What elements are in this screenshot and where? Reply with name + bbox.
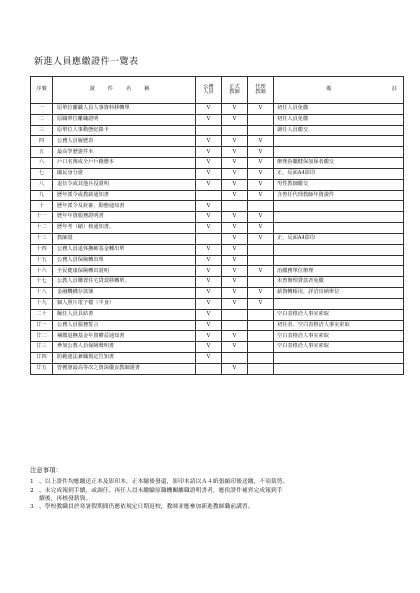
documents-table [30, 76, 404, 375]
table-row [31, 255, 404, 266]
row-number: 十 [31, 201, 53, 212]
substitute-mark: V [248, 266, 274, 277]
formal-mark: V [222, 168, 248, 179]
public-mark: V [196, 201, 222, 212]
document-name: 戶口名簿或全戶戶籍謄本 [53, 158, 196, 169]
row-number: 十七 [31, 277, 53, 288]
public-mark [196, 363, 222, 374]
note-cell [274, 212, 404, 223]
document-name: 補繳退撫基金年資權益通知書 [53, 331, 196, 342]
formal-mark: V [222, 233, 248, 244]
header-formal-line1: 正式 [229, 83, 240, 90]
substitute-mark: V [248, 179, 274, 190]
formal-mark: V [222, 244, 248, 255]
formal-mark [222, 201, 248, 212]
substitute-mark: V [248, 233, 274, 244]
table-row [31, 244, 404, 255]
note-cell: 空白表格洽人事室索取 [274, 342, 404, 353]
formal-mark: V [222, 223, 248, 234]
table-row [31, 125, 404, 136]
formal-mark: V [222, 331, 248, 342]
header-note-char2: 註 [391, 86, 397, 92]
header-public [196, 77, 222, 104]
table-row [31, 320, 404, 331]
substitute-mark: V [248, 104, 274, 115]
row-number: 廿四 [31, 353, 53, 364]
document-name: 防範違法兼職規定告知書 [53, 353, 196, 364]
document-name: 公教人員購置住宅貸款移轉單。 [53, 277, 196, 288]
formal-mark: V [222, 288, 248, 299]
substitute-mark [248, 331, 274, 342]
header-substitute [248, 77, 274, 104]
document-name: 公務人員履歷表 [53, 136, 196, 147]
row-number: 九 [31, 190, 53, 201]
note-cell: 初任人員免繳 [274, 114, 404, 125]
public-mark: V [196, 288, 222, 299]
table-row [31, 147, 404, 158]
note-cell: 初任者、空白表格洽人事室索取 [274, 320, 404, 331]
table-row [31, 114, 404, 125]
public-mark [196, 190, 222, 201]
table-row [31, 212, 404, 223]
table-row [31, 288, 404, 299]
public-mark: V [196, 223, 222, 234]
substitute-mark: V [248, 158, 274, 169]
substitute-mark [248, 320, 274, 331]
notes-heading: 注意事項： [30, 466, 62, 474]
note-cell [274, 244, 404, 255]
formal-mark: V [222, 147, 248, 158]
note-cell: 含曾任代理教師年資證件 [274, 190, 404, 201]
document-name: 原職單位離職證明 [53, 114, 196, 125]
row-number: 十五 [31, 255, 53, 266]
document-name: 曾獲頒最高等次之資深優良教師證書 [53, 363, 196, 374]
header-public-line1: 公務 [203, 83, 214, 90]
row-number: 二十 [31, 309, 53, 320]
row-number: 五 [31, 147, 53, 158]
public-mark [196, 125, 222, 136]
public-mark: V [196, 104, 222, 115]
note-cell: 治繳務單位辦理 [274, 266, 404, 277]
note-cell: 正、反面A4影印 [274, 233, 404, 244]
public-mark: V [196, 244, 222, 255]
formal-mark: V [222, 179, 248, 190]
note-cell [274, 255, 404, 266]
substitute-mark: V [248, 147, 274, 158]
public-mark: V [196, 342, 222, 353]
public-mark: V [196, 158, 222, 169]
table-row [31, 277, 404, 288]
note-cell: 薪資轉帳用，詳洽出納單位 [274, 288, 404, 299]
public-mark: V [196, 147, 222, 158]
public-mark: V [196, 298, 222, 309]
public-mark: V [196, 309, 222, 320]
public-mark: V [196, 136, 222, 147]
substitute-mark [248, 309, 274, 320]
notes-section [30, 466, 402, 512]
header-no: 序號 [31, 77, 53, 104]
note-cell [274, 298, 404, 309]
header-note-char1: 備 [326, 86, 332, 92]
table-row [31, 233, 404, 244]
document-name: 公務人員保險轉出單 [53, 255, 196, 266]
row-number: 二 [31, 114, 53, 125]
formal-mark: V [222, 136, 248, 147]
note-cell [274, 223, 404, 234]
document-name: 歷年年資服務證明書 [53, 212, 196, 223]
table-row [31, 168, 404, 179]
substitute-mark [248, 353, 274, 364]
substitute-mark [248, 201, 274, 212]
note-cell: 男性教師繳交 [274, 179, 404, 190]
public-mark: V [196, 277, 222, 288]
formal-mark: V [222, 342, 248, 353]
row-number: 八 [31, 179, 53, 190]
header-name: 證件名稱 [53, 77, 196, 104]
table-row [31, 223, 404, 234]
substitute-mark [248, 114, 274, 125]
row-number: 十三 [31, 233, 53, 244]
note-number: 3 [30, 504, 34, 511]
note-cell: 辦理眷屬健保加保者繳交 [274, 158, 404, 169]
note-item-2 [30, 487, 402, 495]
header-formal-line2: 教師 [229, 89, 240, 95]
public-mark: V [196, 353, 222, 364]
document-name: 擬任人員具結書 [53, 309, 196, 320]
substitute-mark: V [248, 136, 274, 147]
row-number: 廿一 [31, 320, 53, 331]
note-text: 、以上證件均應繳送正本及影印本，正本驗後發還，影印本請以Ａ４紙張縮印後送繳，不須裁剪。 [39, 479, 289, 486]
public-mark: V [196, 179, 222, 190]
table-row [31, 309, 404, 320]
public-mark: V [196, 168, 222, 179]
row-number: 十二 [31, 223, 53, 234]
document-name: 國民身分證 [53, 168, 196, 179]
document-name: 歷年派令及銓審、動態通知書 [53, 201, 196, 212]
public-mark: V [196, 114, 222, 125]
header-substitute-line1: 代理 [255, 83, 266, 90]
document-name: 全民健康保險轉出證明 [53, 266, 196, 277]
table-row [31, 136, 404, 147]
note-cell [274, 136, 404, 147]
substitute-mark: V [248, 168, 274, 179]
note-cell: 正、反面A4影印 [274, 168, 404, 179]
note-cell: 初任人員免繳 [274, 104, 404, 115]
table-body [31, 104, 404, 375]
public-mark [196, 233, 222, 244]
formal-mark: V [222, 190, 248, 201]
table-row [31, 201, 404, 212]
table-row [31, 104, 404, 115]
substitute-mark [248, 125, 274, 136]
formal-mark: V [222, 266, 248, 277]
substitute-mark [248, 342, 274, 353]
formal-mark [222, 309, 248, 320]
note-item-1 [30, 478, 402, 486]
row-number: 廿二 [31, 331, 53, 342]
note-number: 2 [30, 487, 34, 494]
document-name: 公務人員服務誓言 [53, 320, 196, 331]
document-name: 退伍令或其他兵役證明 [53, 179, 196, 190]
document-name: 公務人員退休撫卹基金轉出單 [53, 244, 196, 255]
note-text: 、未完成報到手續，或調任、再任人員未繳驗原職機關離職證明書者，應俟證件補齊完成報到手 [39, 487, 283, 494]
document-name: 教師證 [53, 233, 196, 244]
row-number: 十八 [31, 288, 53, 299]
public-mark: V [196, 331, 222, 342]
row-number: 十六 [31, 266, 53, 277]
row-number: 廿五 [31, 363, 53, 374]
row-number: 七 [31, 168, 53, 179]
formal-mark: V [222, 298, 248, 309]
table-header-row [31, 77, 404, 104]
document-name: 個人照片電子檔（半身） [53, 298, 196, 309]
public-mark: V [196, 266, 222, 277]
note-number: 1 [30, 479, 34, 486]
document-name: 原單位離職人員人事資料移轉單 [53, 104, 196, 115]
formal-mark: V [222, 277, 248, 288]
note-cell [274, 353, 404, 364]
note-cell: 空白表格洽人事室索取 [274, 309, 404, 320]
substitute-mark: V [248, 298, 274, 309]
formal-mark: V [222, 114, 248, 125]
header-public-line2: 人員 [203, 89, 214, 95]
formal-mark: V [222, 104, 248, 115]
public-mark: V [196, 255, 222, 266]
public-mark: V [196, 212, 222, 223]
note-cell: 空白表格洽人事室索取 [274, 331, 404, 342]
table-row [31, 353, 404, 364]
row-number: 廿三 [31, 342, 53, 353]
note-cell: 調任人員繳交 [274, 125, 404, 136]
header-formal [222, 77, 248, 104]
row-number: 六 [31, 158, 53, 169]
row-number: 十四 [31, 244, 53, 255]
document-name: 歷年考（績）核通知書。 [53, 223, 196, 234]
table-row [31, 266, 404, 277]
substitute-mark [248, 363, 274, 374]
formal-mark: V [222, 255, 248, 266]
document-name: 最高學歷證件本 [53, 147, 196, 158]
note-cell [274, 147, 404, 158]
note-cell [274, 363, 404, 374]
row-number: 十九 [31, 298, 53, 309]
table-row [31, 179, 404, 190]
formal-mark [222, 125, 248, 136]
formal-mark: V [222, 158, 248, 169]
formal-mark: V [222, 212, 248, 223]
substitute-mark: V [248, 190, 274, 201]
document-name: 參加公教人員保險聲明書 [53, 342, 196, 353]
page-title: 新進人員應繳證件一覽表 [34, 57, 139, 67]
header-substitute-line2: 教師 [255, 89, 266, 95]
substitute-mark: V [248, 223, 274, 234]
formal-mark: V [222, 363, 248, 374]
row-number: 十一 [31, 212, 53, 223]
row-number: 一 [31, 104, 53, 115]
public-mark: V [196, 320, 222, 331]
table-row [31, 298, 404, 309]
substitute-mark [248, 255, 274, 266]
table-row [31, 342, 404, 353]
table-row [31, 331, 404, 342]
row-number: 三 [31, 125, 53, 136]
row-number: 四 [31, 136, 53, 147]
substitute-mark: V [248, 288, 274, 299]
note-item-2-continuation: 續後，再核發薪資。 [39, 496, 92, 503]
note-cell: 未曾辦理貸款者免繳 [274, 277, 404, 288]
note-cell [274, 201, 404, 212]
formal-mark [222, 353, 248, 364]
document-name: 原單位人事動態紀錄卡 [53, 125, 196, 136]
table-row [31, 363, 404, 374]
note-item-3 [30, 503, 402, 511]
substitute-mark [248, 244, 274, 255]
document-name: 金融機構存款簿 [53, 288, 196, 299]
table-row [31, 190, 404, 201]
substitute-mark: V [248, 212, 274, 223]
table-row [31, 158, 404, 169]
document-name: 歷年派令或教薪通知書 [53, 190, 196, 201]
formal-mark [222, 320, 248, 331]
note-text: 、學校教職員於寒暑假期間仍應依規定日期返校，教師並應參加新進教師職前講習。 [39, 504, 254, 511]
header-note [274, 77, 404, 104]
substitute-mark [248, 277, 274, 288]
